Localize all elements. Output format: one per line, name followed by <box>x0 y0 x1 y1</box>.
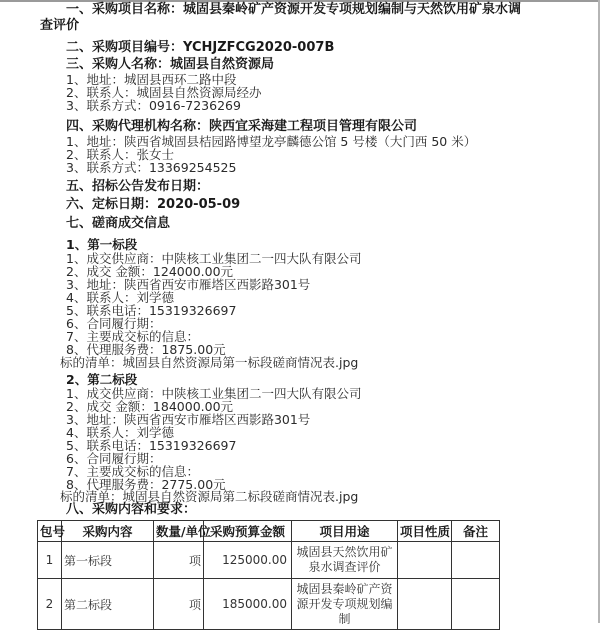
lot1-contact: 4、联系人：刘学德 <box>66 290 174 305</box>
purchaser-address: 1、地址：城固县西环二路中段 <box>66 72 237 87</box>
col-header-budget: 采购预算金额 <box>204 521 292 542</box>
lot2-agency-fee: 8、代理服务费：2775.00元 <box>66 477 226 492</box>
col-header-nature: 项目性质 <box>398 521 452 542</box>
lot1-agency-fee: 8、代理服务费：1875.00元 <box>66 342 226 357</box>
lot1-main-items: 7、主要成交标的信息： <box>66 329 199 344</box>
col-header-use: 项目用途 <box>292 521 398 542</box>
award-date-heading: 六、定标日期：2020-05-09 <box>66 197 241 212</box>
table-row <box>38 579 500 630</box>
lot1-address: 3、地址：陕西省西安市雁塔区西影路301号 <box>66 277 311 292</box>
cell-content: 第一标段 <box>62 542 154 579</box>
lot2-amount: 2、成交 金额：184000.00元 <box>66 399 234 414</box>
lot2-contact: 4、联系人：刘学德 <box>66 425 174 440</box>
cell-no: 1 <box>38 542 62 579</box>
table-row <box>38 542 500 579</box>
project-name-heading-cont: 查评价 <box>40 18 80 33</box>
agency-heading: 四、采购代理机构名称：陕西宜采海建工程项目管理有限公司 <box>66 119 418 134</box>
cell-budget: 185000.00 <box>204 579 292 630</box>
cell-note <box>452 579 500 630</box>
lot2-phone: 5、联系电话：15319326697 <box>66 438 237 453</box>
col-header-note: 备注 <box>452 521 500 542</box>
lot1-contract-period: 6、合同履行期： <box>66 316 162 331</box>
lot2-supplier: 1、成交供应商：中陕核工业集团二一四大队有限公司 <box>66 386 362 401</box>
lot1-supplier: 1、成交供应商：中陕核工业集团二一四大队有限公司 <box>66 251 362 266</box>
lot2-item-list-link[interactable]: 标的清单：城固县自然资源局第二标段磋商情况表.jpg <box>60 489 359 504</box>
col-header-content: 采购内容 <box>62 521 154 542</box>
lot1-amount: 2、成交 金额：124000.00元 <box>66 264 234 279</box>
requirements-heading: 八、采购内容和要求： <box>66 502 197 517</box>
col-header-unit: 数量/单位 <box>154 521 204 542</box>
procurement-table <box>37 520 500 630</box>
cell-content: 第二标段 <box>62 579 154 630</box>
lot2-contract-period: 6、合同履行期： <box>66 451 162 466</box>
purchaser-phone: 3、联系方式：0916-7236269 <box>66 98 241 113</box>
cell-no: 2 <box>38 579 62 630</box>
lot1-phone: 5、联系电话：15319326697 <box>66 303 237 318</box>
purchaser-contact: 2、联系人：城固县自然资源局经办 <box>66 85 262 100</box>
cell-budget: 125000.00 <box>204 542 292 579</box>
agency-phone: 3、联系方式：13369254525 <box>66 160 237 175</box>
deal-info-heading: 七、磋商成交信息 <box>66 216 171 231</box>
project-number-heading: 二、采购项目编号：YCHJZFCG2020-007B <box>66 40 335 55</box>
agency-address: 1、地址：陕西省城固县桔园路博望龙亭麟德公馆 5 号楼（大门西 50 米） <box>66 134 477 149</box>
cell-use: 城固县秦岭矿产资源开发专项规划编制 <box>292 579 398 630</box>
cell-unit: 项 <box>154 579 204 630</box>
table-header-row <box>38 521 500 542</box>
lot1-title: 1、第一标段 <box>66 237 138 252</box>
announcement-date-heading: 五、招标公告发布日期： <box>66 179 210 194</box>
purchaser-heading: 三、采购人名称：城固县自然资源局 <box>66 57 275 72</box>
lot2-title: 2、第二标段 <box>66 372 138 387</box>
project-name-heading: 一、采购项目名称：城固县秦岭矿产资源开发专项规划编制与天然饮用矿泉水调 <box>66 2 522 17</box>
cell-nature <box>398 542 452 579</box>
cell-note <box>452 542 500 579</box>
lot1-item-list-link[interactable]: 标的清单：城固县自然资源局第一标段磋商情况表.jpg <box>60 355 359 370</box>
lot2-main-items: 7、主要成交标的信息： <box>66 464 199 479</box>
agency-contact: 2、联系人：张女士 <box>66 147 174 162</box>
cell-unit: 项 <box>154 542 204 579</box>
cell-use: 城固县天然饮用矿泉水调查评价 <box>292 542 398 579</box>
cell-nature <box>398 579 452 630</box>
lot2-address: 3、地址：陕西省西安市雁塔区西影路301号 <box>66 412 311 427</box>
col-header-no: 包号 <box>38 521 62 542</box>
